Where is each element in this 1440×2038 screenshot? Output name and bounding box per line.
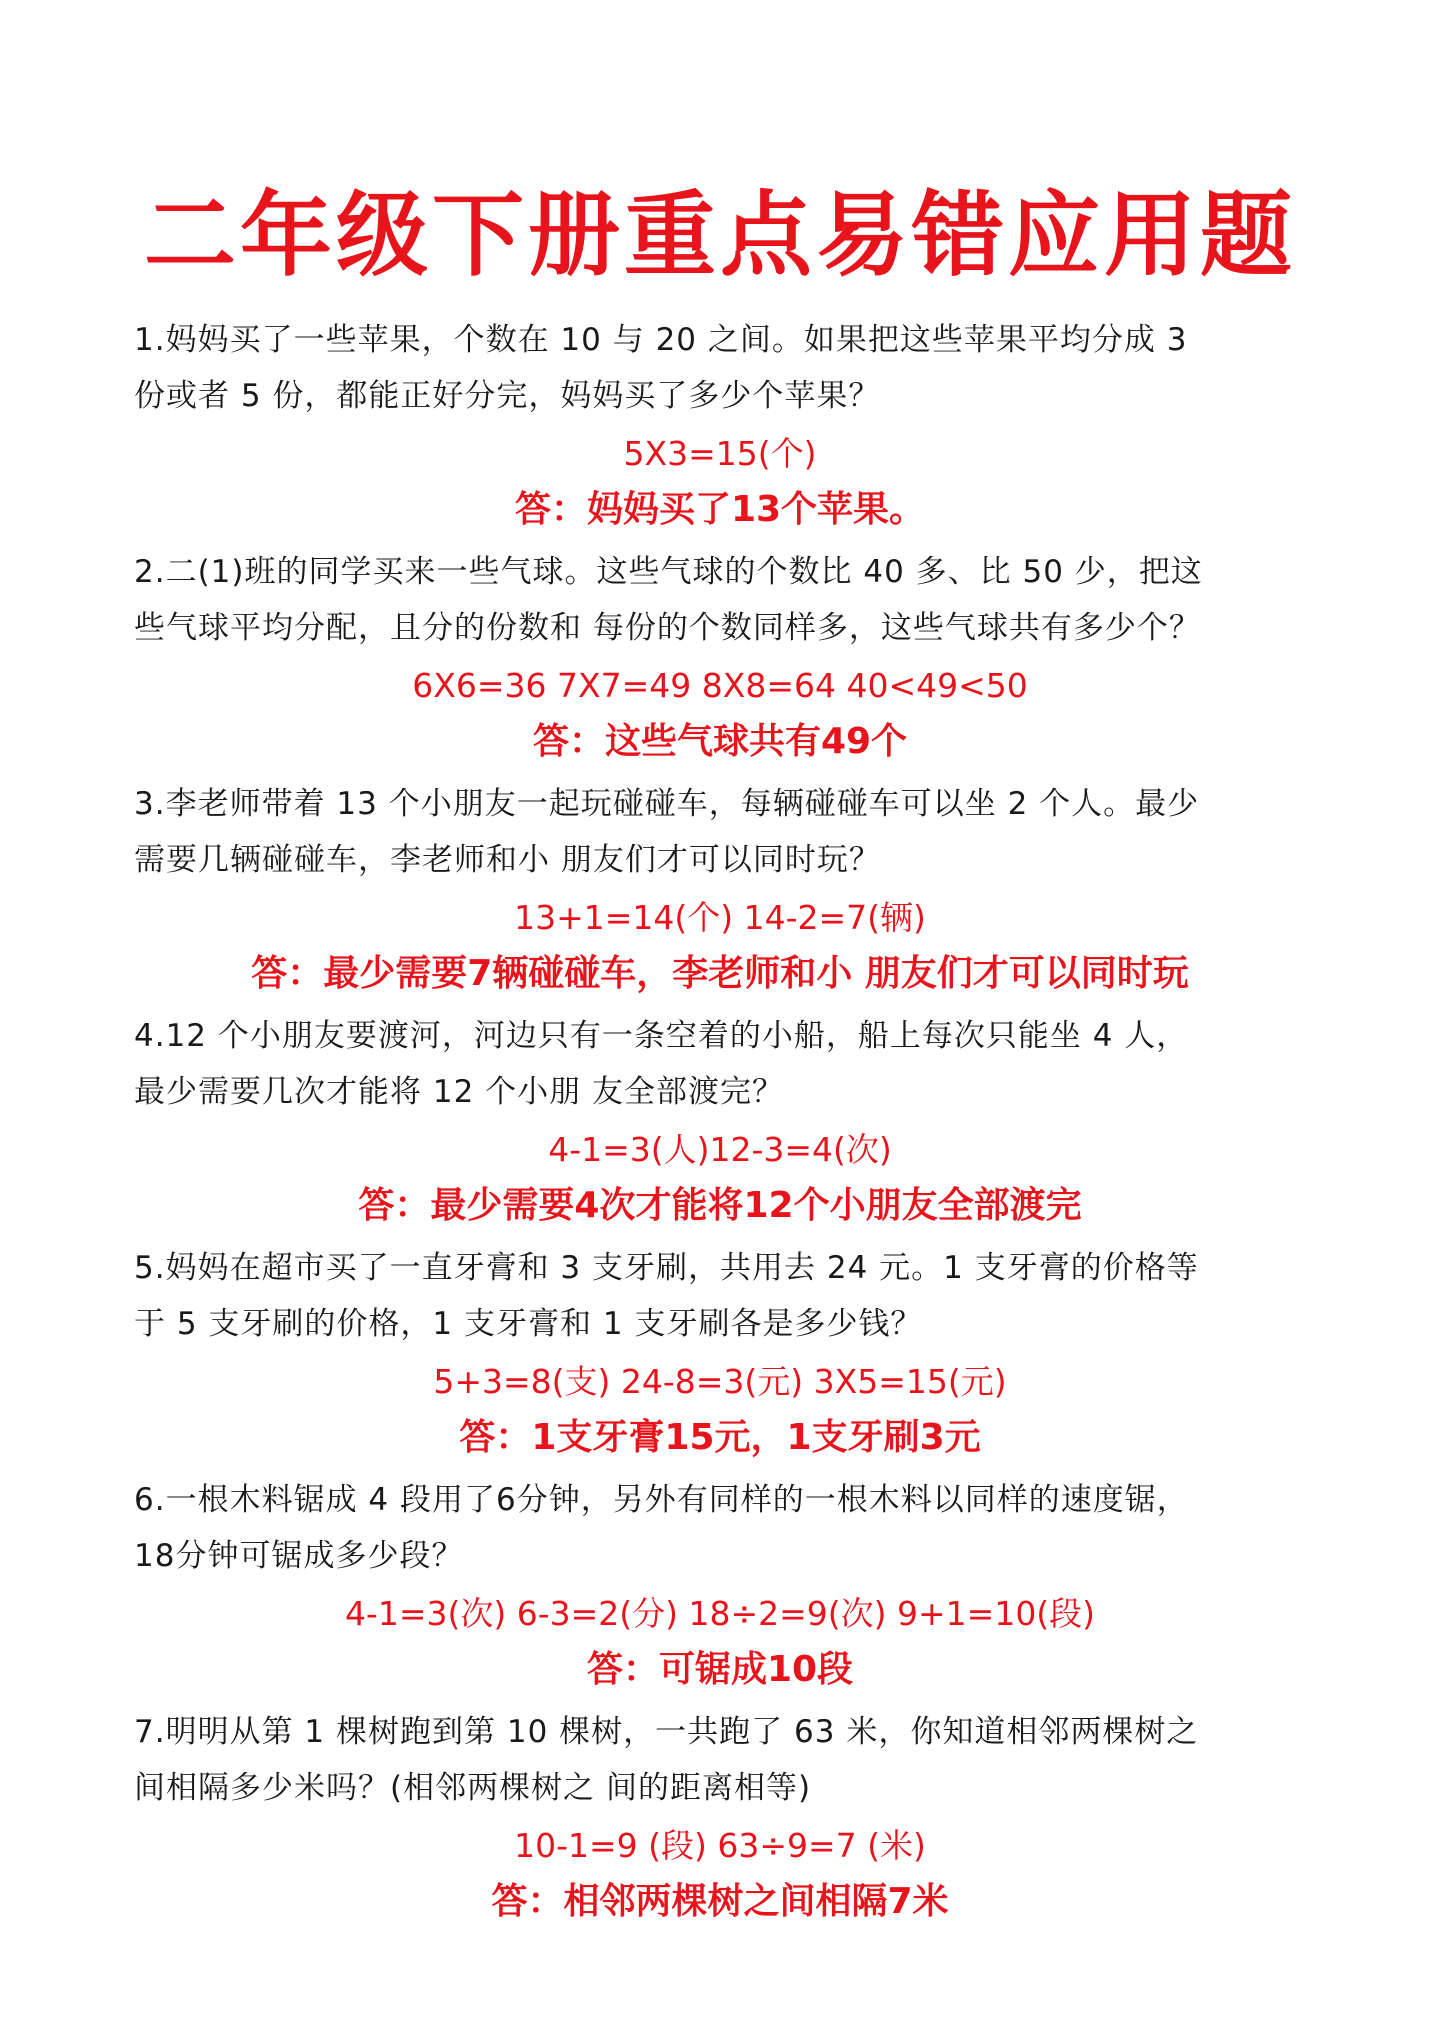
problem-4-calculation: 4-1=3(人)12-3=4(次) <box>548 1130 892 1169</box>
problem-2-answer: 答：这些气球共有49个 <box>532 721 908 762</box>
problem-3-text <box>134 776 1334 888</box>
problem-4-answer: 答：最少需要4次才能将12个小朋友全部渡完 <box>358 1185 1082 1226</box>
problem-5-text <box>134 1240 1334 1352</box>
problem-4-text <box>134 1008 1334 1120</box>
problem-6-answer: 答：可锯成10段 <box>586 1649 854 1690</box>
problem-3-calculation: 13+1=14(个) 14-2=7(辆) <box>514 898 926 937</box>
problem-5-calculation: 5+3=8(支) 24-8=3(元) 3X5=15(元) <box>433 1362 1007 1401</box>
problem-7-answer: 答：相邻两棵树之间相隔7米 <box>491 1881 949 1922</box>
problem-5-answer: 答：1支牙膏15元，1支牙刷3元 <box>459 1417 981 1458</box>
problem-7-text <box>134 1704 1334 1816</box>
page-title: 二年级下册重点易错应用题 <box>143 182 1296 289</box>
problem-7-calculation: 10-1=9 (段) 63÷9=7 (米) <box>514 1826 926 1865</box>
problem-line: 4.12 个小朋友要渡河，河边只有一条空着的小船，船上每次只能坐 4 人， <box>134 1018 1189 1054</box>
problem-line: 2.二(1)班的同学买来一些气球。这些气球的个数比 40 多、比 50 少，把这 <box>134 554 1203 590</box>
problem-6-text <box>134 1472 1334 1584</box>
problem-line: 7.明明从第 1 棵树跑到第 10 棵树，一共跑了 63 米，你知道相邻两棵树之 <box>134 1714 1199 1750</box>
problem-3-answer: 答：最少需要7辆碰碰车，李老师和小 朋友们才可以同时玩 <box>251 953 1189 994</box>
problem-line: 份或者 5 份，都能正好分完，妈妈买了多少个苹果？ <box>134 378 881 414</box>
problem-line: 些气球平均分配，且分的份数和 每份的个数同样多，这些气球共有多少个？ <box>134 610 1201 646</box>
problem-2-text <box>134 544 1334 656</box>
problem-line: 18分钟可锯成多少段？ <box>134 1538 464 1574</box>
problem-1-calculation: 5X3=15(个) <box>623 434 817 473</box>
problem-line: 间相隔多少米吗？(相邻两棵树之 间的距离相等) <box>134 1770 812 1806</box>
problem-6-calculation: 4-1=3(次) 6-3=2(分) 18÷2=9(次) 9+1=10(段) <box>344 1594 1096 1633</box>
problem-1-text <box>134 312 1334 424</box>
problem-line: 6.一根木料锯成 4 段用了6分钟，另外有同样的一根木料以同样的速度锯， <box>134 1482 1189 1518</box>
problem-line: 于 5 支牙刷的价格，1 支牙膏和 1 支牙刷各是多少钱？ <box>134 1306 923 1342</box>
problem-line: 1.妈妈买了一些苹果，个数在 10 与 20 之间。如果把这些苹果平均分成 3 <box>134 322 1188 358</box>
problem-line: 5.妈妈在超市买了一直牙膏和 3 支牙刷，共用去 24 元。1 支牙膏的价格等 <box>134 1250 1199 1286</box>
problem-2-calculation: 6X6=36 7X7=49 8X8=64 40<49<50 <box>412 666 1028 705</box>
problem-line: 需要几辆碰碰车，李老师和小 朋友们才可以同时玩？ <box>134 842 881 878</box>
problem-line: 3.李老师带着 13 个小朋友一起玩碰碰车，每辆碰碰车可以坐 2 个人。最少 <box>134 786 1200 822</box>
problem-1-answer: 答：妈妈买了13个苹果。 <box>514 489 926 530</box>
problem-line: 最少需要几次才能将 12 个小朋 友全部渡完？ <box>134 1074 785 1110</box>
